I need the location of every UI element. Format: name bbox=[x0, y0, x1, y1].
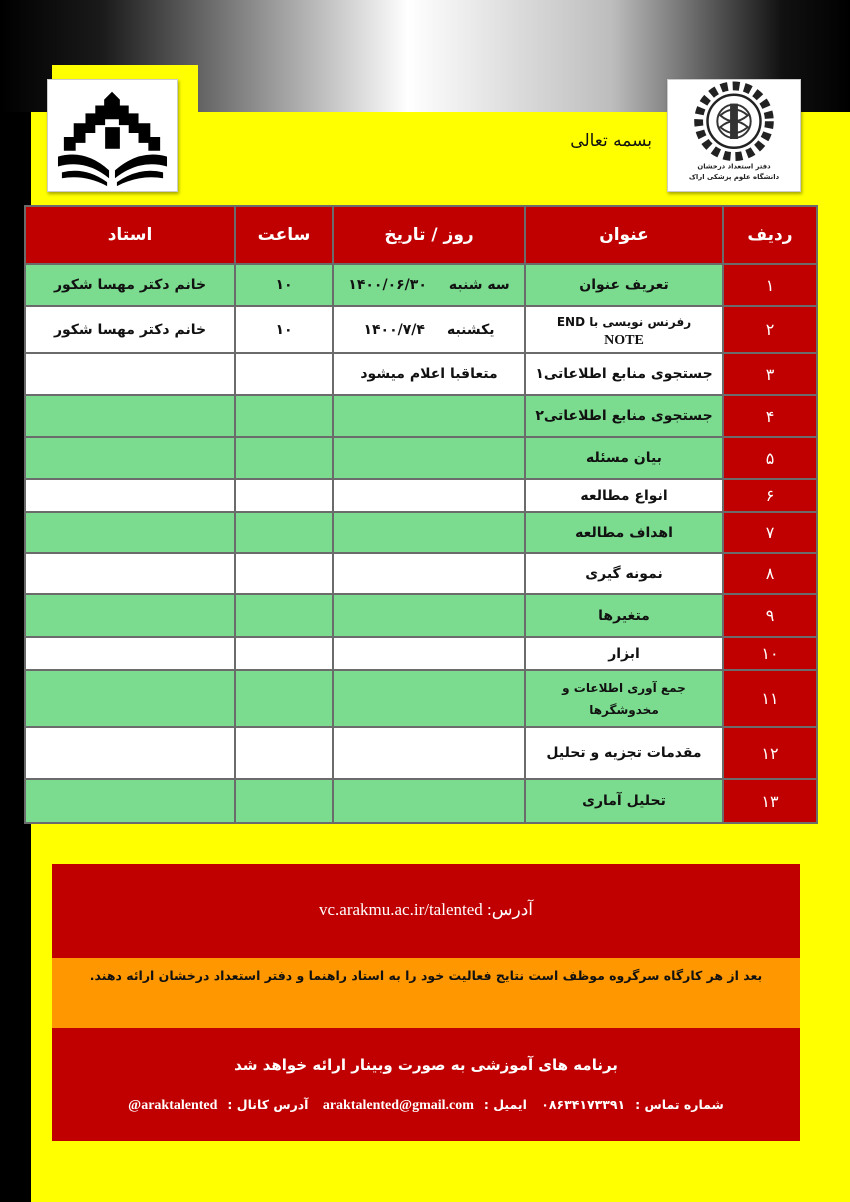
session-title-line1: رفرنس نویسی با END bbox=[556, 314, 692, 329]
row-number: ۳ bbox=[723, 353, 817, 395]
header-instructor: استاد bbox=[25, 206, 235, 264]
row-number: ۱۱ bbox=[723, 670, 817, 727]
session-title: مقدمات تجزیه و تحلیل bbox=[525, 727, 723, 779]
table-row bbox=[25, 306, 817, 353]
row-number: ۱ bbox=[723, 264, 817, 306]
row-number: ۸ bbox=[723, 553, 817, 594]
contact-line bbox=[52, 1097, 800, 1114]
session-date bbox=[333, 594, 525, 637]
row-number: ۱۳ bbox=[723, 779, 817, 823]
session-date bbox=[333, 779, 525, 823]
session-time bbox=[235, 637, 333, 670]
address-line bbox=[52, 900, 800, 920]
session-instructor bbox=[25, 353, 235, 395]
session-day: یکشنبه bbox=[446, 321, 495, 338]
session-title: جستجوی منابع اطلاعاتی۱ bbox=[525, 353, 723, 395]
svg-text:دانشگاه علوم پزشکی اراک: دانشگاه علوم پزشکی اراک bbox=[688, 173, 780, 182]
session-instructor bbox=[25, 395, 235, 437]
session-date-value: ۱۴۰۰/۰۶/۳۰ bbox=[348, 277, 427, 293]
email-label: ایمیل : bbox=[483, 1097, 527, 1112]
session-title: نمونه گیری bbox=[525, 553, 723, 594]
channel-link[interactable]: @araktalented bbox=[128, 1098, 218, 1113]
table-row bbox=[25, 353, 817, 395]
session-instructor bbox=[25, 553, 235, 594]
session-date bbox=[333, 479, 525, 512]
session-date bbox=[333, 264, 525, 306]
session-date-value: ۱۴۰۰/۷/۴ bbox=[363, 321, 425, 338]
session-time bbox=[235, 479, 333, 512]
session-title: ابزار bbox=[525, 637, 723, 670]
session-title: اهداف مطالعه bbox=[525, 512, 723, 553]
session-title-line1: جمع آوری اطلاعات و bbox=[562, 680, 686, 695]
email-link[interactable]: araktalented@gmail.com bbox=[322, 1098, 474, 1113]
session-instructor bbox=[25, 670, 235, 727]
row-number: ۱۰ bbox=[723, 637, 817, 670]
row-number: ۵ bbox=[723, 437, 817, 479]
header-title: عنوان bbox=[525, 206, 723, 264]
session-date bbox=[333, 670, 525, 727]
session-instructor bbox=[25, 637, 235, 670]
session-time bbox=[235, 353, 333, 395]
table-row bbox=[25, 512, 817, 553]
session-date bbox=[333, 637, 525, 670]
session-time bbox=[235, 395, 333, 437]
session-instructor: خانم دکتر مهسا شکور bbox=[25, 264, 235, 306]
schedule-table bbox=[24, 205, 818, 824]
session-time bbox=[235, 670, 333, 727]
header-time: ساعت bbox=[235, 206, 333, 264]
session-instructor: خانم دکتر مهسا شکور bbox=[25, 306, 235, 353]
session-time: ۱۰ bbox=[235, 306, 333, 353]
channel-label: آدرس کانال : bbox=[227, 1097, 309, 1112]
session-date-note: متعاقبا اعلام میشود bbox=[333, 353, 525, 395]
instruction-note: بعد از هر کارگاه سرگروه موظف است نتایج فعالیت خود را به استاد راهنما و دفتر استعداد درخشان ارائه دهند. bbox=[89, 968, 763, 983]
session-title: تحلیل آماری bbox=[525, 779, 723, 823]
table-row bbox=[25, 553, 817, 594]
session-title bbox=[525, 306, 723, 353]
session-date bbox=[333, 437, 525, 479]
svg-text:دفتر استعداد درخشان: دفتر استعداد درخشان bbox=[697, 162, 771, 171]
session-date bbox=[333, 512, 525, 553]
session-instructor bbox=[25, 727, 235, 779]
session-date bbox=[333, 553, 525, 594]
row-number: ۶ bbox=[723, 479, 817, 512]
talent-office-logo bbox=[667, 79, 801, 192]
session-title: جستجوی منابع اطلاعاتی۲ bbox=[525, 395, 723, 437]
session-time bbox=[235, 727, 333, 779]
table-row bbox=[25, 264, 817, 306]
session-instructor bbox=[25, 779, 235, 823]
table-row bbox=[25, 779, 817, 823]
address-label: آدرس: bbox=[487, 900, 533, 919]
session-instructor bbox=[25, 479, 235, 512]
page-heading: بسمه تعالی bbox=[570, 131, 652, 151]
session-instructor bbox=[25, 437, 235, 479]
table-row bbox=[25, 479, 817, 512]
session-title-line2: NOTE bbox=[604, 332, 644, 348]
table-row bbox=[25, 670, 817, 727]
session-time bbox=[235, 512, 333, 553]
session-time bbox=[235, 437, 333, 479]
gear-emblem-icon bbox=[668, 80, 800, 191]
session-date bbox=[333, 727, 525, 779]
phone-label: شماره تماس : bbox=[635, 1097, 724, 1112]
session-title: بیان مسئله bbox=[525, 437, 723, 479]
session-time bbox=[235, 553, 333, 594]
session-time: ۱۰ bbox=[235, 264, 333, 306]
session-instructor bbox=[25, 512, 235, 553]
session-title-line2: مخدوشگرها bbox=[589, 702, 659, 717]
address-link[interactable]: vc.arakmu.ac.ir/talented bbox=[318, 900, 483, 919]
table-header-row bbox=[25, 206, 817, 264]
session-date bbox=[333, 395, 525, 437]
session-time bbox=[235, 594, 333, 637]
session-date bbox=[333, 306, 525, 353]
row-number: ۴ bbox=[723, 395, 817, 437]
row-number: ۷ bbox=[723, 512, 817, 553]
book-building-logo-icon bbox=[48, 80, 177, 191]
table-row bbox=[25, 395, 817, 437]
table-row bbox=[25, 637, 817, 670]
table-row bbox=[25, 594, 817, 637]
row-number: ۲ bbox=[723, 306, 817, 353]
session-title: متغیرها bbox=[525, 594, 723, 637]
session-title bbox=[525, 670, 723, 727]
session-title: تعریف عنوان bbox=[525, 264, 723, 306]
header-row-no: ردیف bbox=[723, 206, 817, 264]
footer-panel bbox=[52, 864, 800, 1141]
contact-band bbox=[52, 1028, 800, 1141]
table-row bbox=[25, 437, 817, 479]
university-logo bbox=[47, 79, 178, 192]
header-date: روز / تاریخ bbox=[333, 206, 525, 264]
row-number: ۹ bbox=[723, 594, 817, 637]
phone-number[interactable]: ۰۸۶۳۴۱۷۳۳۹۱ bbox=[541, 1097, 626, 1112]
session-day: سه شنبه bbox=[448, 277, 510, 293]
webinar-notice: برنامه های آموزشی به صورت وبینار ارائه خواهد شد bbox=[234, 1056, 618, 1074]
row-number: ۱۲ bbox=[723, 727, 817, 779]
session-title: انواع مطالعه bbox=[525, 479, 723, 512]
session-instructor bbox=[25, 594, 235, 637]
table-row bbox=[25, 727, 817, 779]
session-time bbox=[235, 779, 333, 823]
